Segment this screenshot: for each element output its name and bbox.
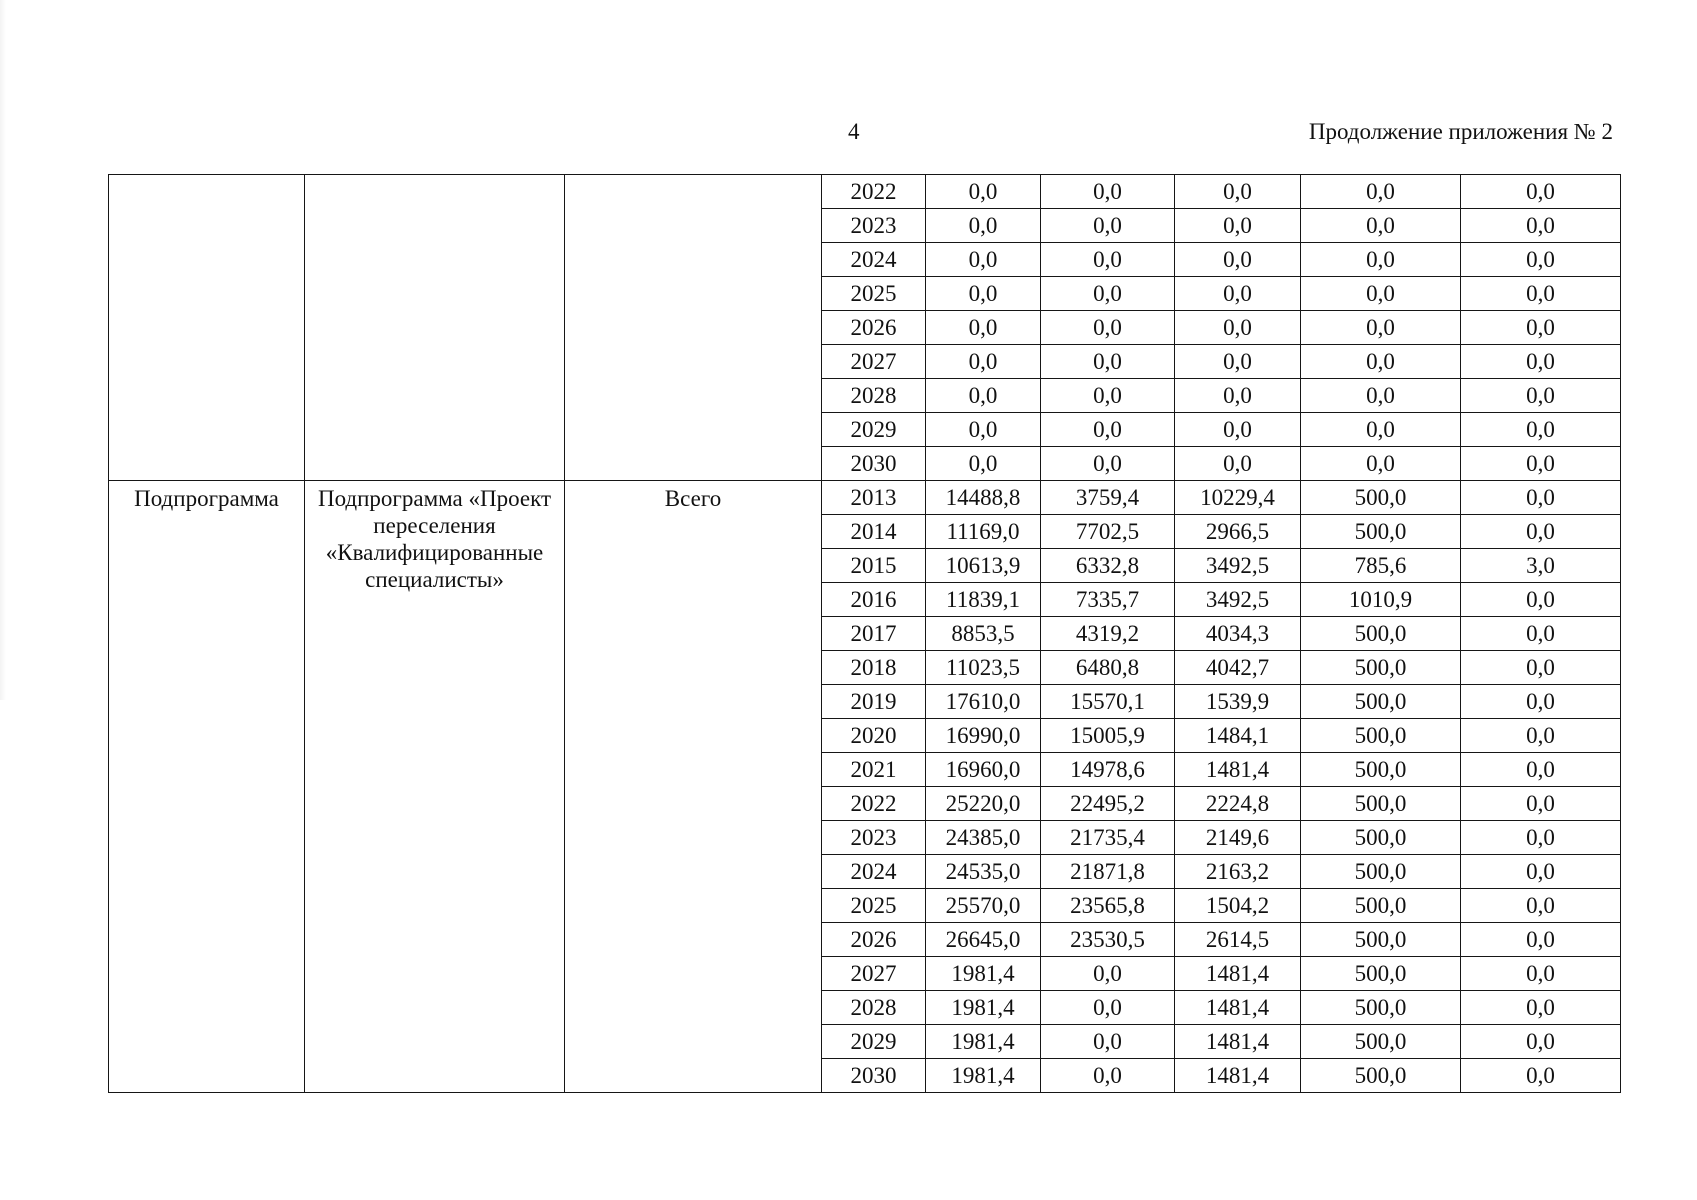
value-cell: 0,0: [1461, 515, 1621, 549]
value-cell: 0,0: [1041, 277, 1175, 311]
total-cell: 25220,0: [926, 787, 1041, 821]
value-cell: 1504,2: [1175, 889, 1301, 923]
value-cell: 500,0: [1301, 753, 1461, 787]
total-cell: 0,0: [926, 345, 1041, 379]
value-cell: 0,0: [1461, 1025, 1621, 1059]
total-cell: 24385,0: [926, 821, 1041, 855]
value-cell: 500,0: [1301, 991, 1461, 1025]
total-cell: 0,0: [926, 175, 1041, 209]
total-cell: 1981,4: [926, 1059, 1041, 1093]
value-cell: 23530,5: [1041, 923, 1175, 957]
value-cell: 3492,5: [1175, 549, 1301, 583]
page-number: 4: [848, 119, 860, 144]
year-cell: 2027: [822, 957, 926, 991]
total-cell: 0,0: [926, 379, 1041, 413]
value-cell: 500,0: [1301, 719, 1461, 753]
year-cell: 2028: [822, 379, 926, 413]
total-cell: 8853,5: [926, 617, 1041, 651]
status-cell: Подпрограмма: [109, 481, 305, 1093]
year-cell: 2016: [822, 583, 926, 617]
value-cell: 7335,7: [1041, 583, 1175, 617]
value-cell: 1484,1: [1175, 719, 1301, 753]
year-cell: 2026: [822, 311, 926, 345]
value-cell: 0,0: [1461, 617, 1621, 651]
value-cell: 0,0: [1175, 413, 1301, 447]
value-cell: 0,0: [1175, 379, 1301, 413]
value-cell: 0,0: [1461, 753, 1621, 787]
value-cell: 500,0: [1301, 617, 1461, 651]
year-cell: 2028: [822, 991, 926, 1025]
value-cell: 0,0: [1175, 311, 1301, 345]
value-cell: 0,0: [1461, 413, 1621, 447]
total-cell: 1981,4: [926, 957, 1041, 991]
value-cell: 0,0: [1175, 243, 1301, 277]
total-cell: 0,0: [926, 447, 1041, 481]
scan-edge: [0, 0, 6, 700]
year-cell: 2021: [822, 753, 926, 787]
value-cell: 0,0: [1301, 345, 1461, 379]
value-cell: 0,0: [1461, 889, 1621, 923]
total-cell: 0,0: [926, 311, 1041, 345]
value-cell: 0,0: [1461, 243, 1621, 277]
value-cell: 1481,4: [1175, 753, 1301, 787]
value-cell: 2163,2: [1175, 855, 1301, 889]
value-cell: 0,0: [1301, 311, 1461, 345]
value-cell: 3492,5: [1175, 583, 1301, 617]
year-cell: 2013: [822, 481, 926, 515]
value-cell: 500,0: [1301, 923, 1461, 957]
funding-source-cell: Всего: [565, 481, 822, 1093]
value-cell: 0,0: [1461, 209, 1621, 243]
year-cell: 2017: [822, 617, 926, 651]
total-cell: 11023,5: [926, 651, 1041, 685]
value-cell: 0,0: [1041, 413, 1175, 447]
table-body: [109, 175, 1621, 1093]
year-cell: 2027: [822, 345, 926, 379]
value-cell: 0,0: [1301, 413, 1461, 447]
value-cell: 0,0: [1041, 209, 1175, 243]
value-cell: 785,6: [1301, 549, 1461, 583]
value-cell: 0,0: [1461, 923, 1621, 957]
value-cell: 2149,6: [1175, 821, 1301, 855]
total-cell: 11839,1: [926, 583, 1041, 617]
financing-table-container: [108, 174, 1620, 1093]
value-cell: 500,0: [1301, 855, 1461, 889]
value-cell: 0,0: [1461, 379, 1621, 413]
value-cell: 2224,8: [1175, 787, 1301, 821]
total-cell: 0,0: [926, 209, 1041, 243]
value-cell: 4034,3: [1175, 617, 1301, 651]
value-cell: 0,0: [1461, 855, 1621, 889]
year-cell: 2030: [822, 1059, 926, 1093]
value-cell: 0,0: [1461, 175, 1621, 209]
value-cell: 1481,4: [1175, 957, 1301, 991]
total-cell: 1981,4: [926, 1025, 1041, 1059]
value-cell: 0,0: [1301, 175, 1461, 209]
value-cell: 500,0: [1301, 821, 1461, 855]
value-cell: 21871,8: [1041, 855, 1175, 889]
value-cell: 0,0: [1041, 447, 1175, 481]
total-cell: 17610,0: [926, 685, 1041, 719]
financing-table: [108, 174, 1621, 1093]
total-cell: 10613,9: [926, 549, 1041, 583]
status-cell-empty: [109, 175, 305, 481]
year-cell: 2023: [822, 821, 926, 855]
year-cell: 2020: [822, 719, 926, 753]
value-cell: 0,0: [1461, 583, 1621, 617]
value-cell: 14978,6: [1041, 753, 1175, 787]
value-cell: 0,0: [1041, 379, 1175, 413]
value-cell: 0,0: [1461, 719, 1621, 753]
value-cell: 0,0: [1301, 243, 1461, 277]
value-cell: 0,0: [1461, 481, 1621, 515]
value-cell: 0,0: [1461, 311, 1621, 345]
total-cell: 16960,0: [926, 753, 1041, 787]
value-cell: 0,0: [1041, 1025, 1175, 1059]
value-cell: 1481,4: [1175, 991, 1301, 1025]
value-cell: 0,0: [1041, 243, 1175, 277]
table-row: [109, 175, 1621, 209]
total-cell: 25570,0: [926, 889, 1041, 923]
year-cell: 2019: [822, 685, 926, 719]
value-cell: 0,0: [1461, 957, 1621, 991]
value-cell: 0,0: [1041, 345, 1175, 379]
value-cell: 3,0: [1461, 549, 1621, 583]
total-cell: 14488,8: [926, 481, 1041, 515]
total-cell: 1981,4: [926, 991, 1041, 1025]
value-cell: 0,0: [1175, 209, 1301, 243]
total-cell: 0,0: [926, 277, 1041, 311]
value-cell: 0,0: [1175, 447, 1301, 481]
total-cell: 26645,0: [926, 923, 1041, 957]
year-cell: 2025: [822, 277, 926, 311]
value-cell: 0,0: [1301, 209, 1461, 243]
value-cell: 500,0: [1301, 651, 1461, 685]
value-cell: 0,0: [1175, 277, 1301, 311]
value-cell: 500,0: [1301, 1025, 1461, 1059]
value-cell: 21735,4: [1041, 821, 1175, 855]
source-cell-empty: [565, 175, 822, 481]
year-cell: 2029: [822, 413, 926, 447]
total-cell: 16990,0: [926, 719, 1041, 753]
value-cell: 2614,5: [1175, 923, 1301, 957]
year-cell: 2022: [822, 175, 926, 209]
value-cell: 0,0: [1041, 1059, 1175, 1093]
year-cell: 2024: [822, 243, 926, 277]
value-cell: 1481,4: [1175, 1025, 1301, 1059]
value-cell: 1481,4: [1175, 1059, 1301, 1093]
table-row: [109, 481, 1621, 515]
value-cell: 4042,7: [1175, 651, 1301, 685]
value-cell: 0,0: [1041, 957, 1175, 991]
value-cell: 0,0: [1461, 345, 1621, 379]
value-cell: 0,0: [1461, 277, 1621, 311]
year-cell: 2015: [822, 549, 926, 583]
value-cell: 0,0: [1461, 991, 1621, 1025]
value-cell: 15570,1: [1041, 685, 1175, 719]
value-cell: 6480,8: [1041, 651, 1175, 685]
value-cell: 500,0: [1301, 1059, 1461, 1093]
value-cell: 0,0: [1461, 1059, 1621, 1093]
value-cell: 500,0: [1301, 889, 1461, 923]
value-cell: 0,0: [1301, 277, 1461, 311]
value-cell: 1010,9: [1301, 583, 1461, 617]
value-cell: 0,0: [1461, 821, 1621, 855]
value-cell: 0,0: [1461, 787, 1621, 821]
year-cell: 2026: [822, 923, 926, 957]
value-cell: 500,0: [1301, 957, 1461, 991]
year-cell: 2014: [822, 515, 926, 549]
value-cell: 3759,4: [1041, 481, 1175, 515]
value-cell: 10229,4: [1175, 481, 1301, 515]
total-cell: 11169,0: [926, 515, 1041, 549]
year-cell: 2024: [822, 855, 926, 889]
year-cell: 2022: [822, 787, 926, 821]
value-cell: 500,0: [1301, 685, 1461, 719]
value-cell: 0,0: [1461, 651, 1621, 685]
year-cell: 2018: [822, 651, 926, 685]
value-cell: 0,0: [1301, 379, 1461, 413]
value-cell: 1539,9: [1175, 685, 1301, 719]
value-cell: 0,0: [1461, 685, 1621, 719]
total-cell: 24535,0: [926, 855, 1041, 889]
value-cell: 0,0: [1461, 447, 1621, 481]
value-cell: 0,0: [1175, 345, 1301, 379]
year-cell: 2029: [822, 1025, 926, 1059]
year-cell: 2023: [822, 209, 926, 243]
total-cell: 0,0: [926, 243, 1041, 277]
total-cell: 0,0: [926, 413, 1041, 447]
value-cell: 0,0: [1041, 175, 1175, 209]
value-cell: 4319,2: [1041, 617, 1175, 651]
value-cell: 500,0: [1301, 515, 1461, 549]
value-cell: 0,0: [1041, 311, 1175, 345]
value-cell: 0,0: [1041, 991, 1175, 1025]
value-cell: 6332,8: [1041, 549, 1175, 583]
name-cell-empty: [305, 175, 565, 481]
value-cell: 0,0: [1175, 175, 1301, 209]
value-cell: 0,0: [1301, 447, 1461, 481]
year-cell: 2030: [822, 447, 926, 481]
value-cell: 7702,5: [1041, 515, 1175, 549]
value-cell: 15005,9: [1041, 719, 1175, 753]
subprogram-name-cell: Подпрограмма «Проект переселения «Квалифицированные специалисты»: [305, 481, 565, 1093]
value-cell: 22495,2: [1041, 787, 1175, 821]
value-cell: 23565,8: [1041, 889, 1175, 923]
appendix-note: Продолжение приложения № 2: [1308, 119, 1613, 144]
value-cell: 500,0: [1301, 481, 1461, 515]
value-cell: 2966,5: [1175, 515, 1301, 549]
year-cell: 2025: [822, 889, 926, 923]
value-cell: 500,0: [1301, 787, 1461, 821]
